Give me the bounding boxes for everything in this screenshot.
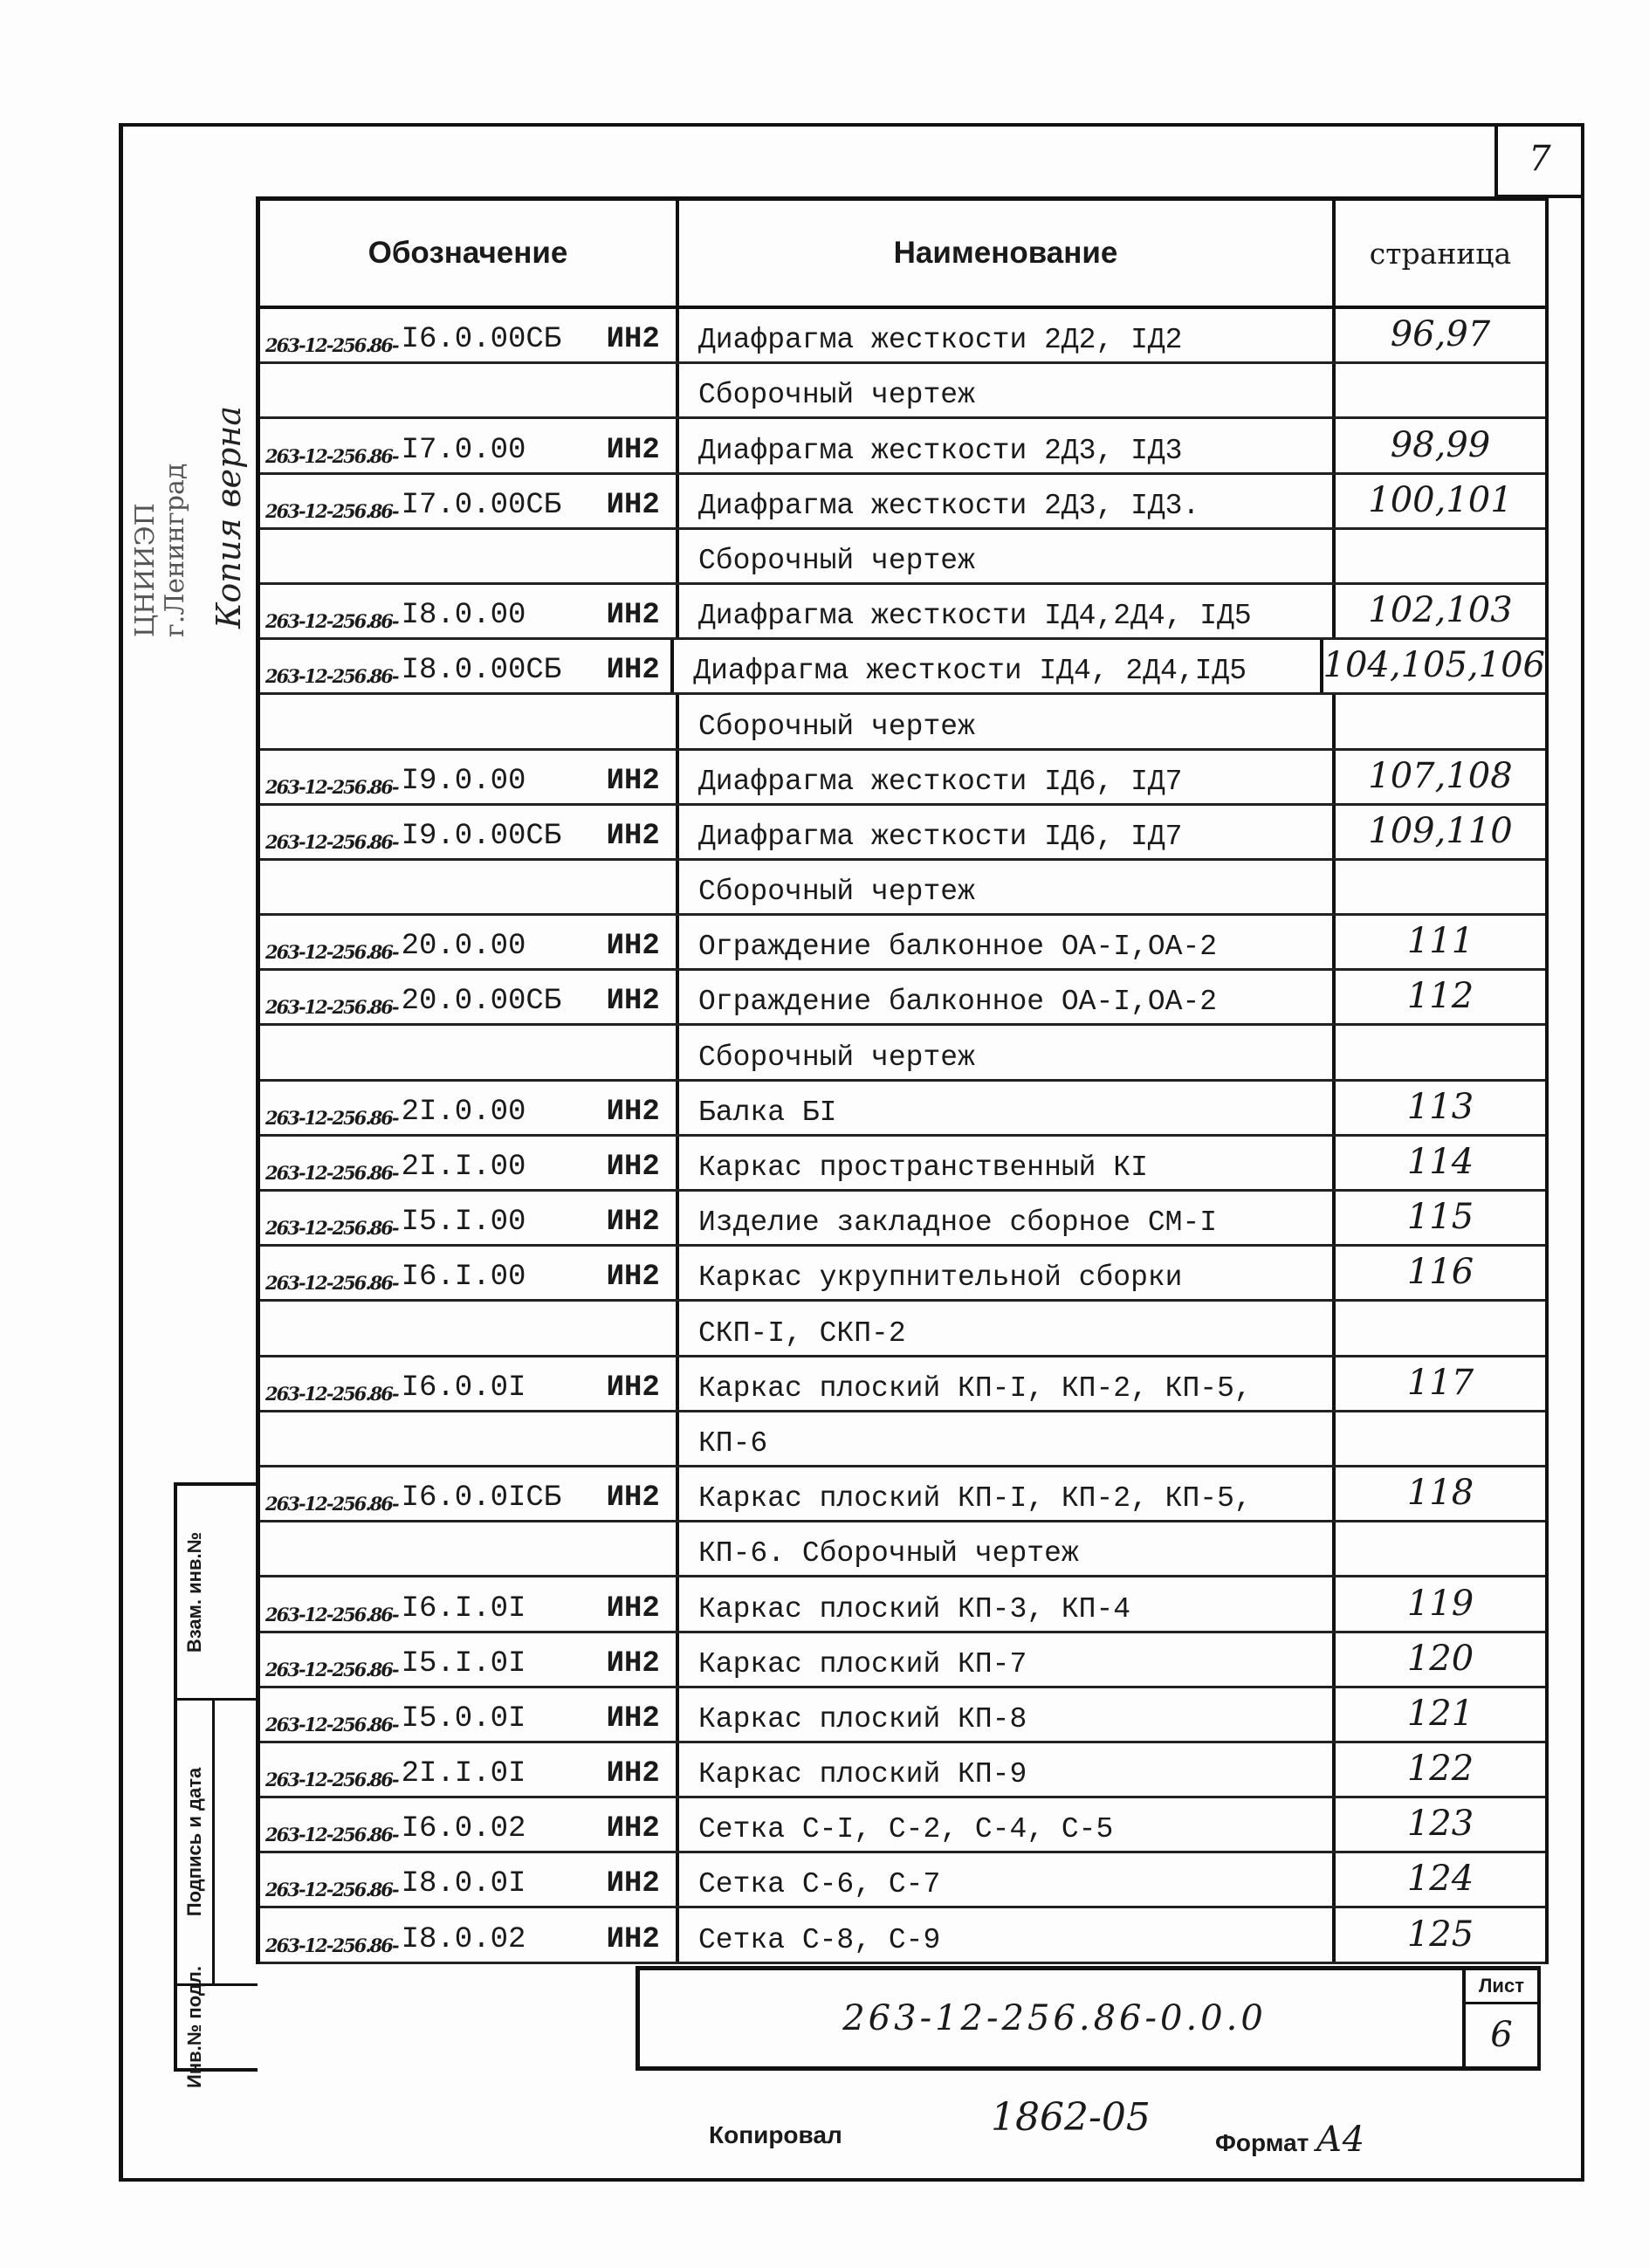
designation-cell [260,1633,679,1686]
table-row [260,1853,1545,1908]
designation-mark: ИН2 [606,1701,660,1735]
table-row [260,751,1545,806]
page-cell: 109,110 [1368,810,1513,851]
field-vzam [212,1486,258,1701]
name-cell: Каркас плоский КП-3, КП-4 [679,1577,1336,1630]
page-cell: 113 [1406,1086,1474,1127]
designation-code: I8.0.00СБ [401,654,562,688]
table-row [260,1743,1545,1798]
table-row [260,1302,1545,1357]
page-cell: 125 [1406,1914,1474,1955]
designation-prefix: 263-12-256.86- [265,1713,398,1735]
header-page: страница [1369,236,1512,271]
designation-prefix: 263-12-256.86- [265,1658,398,1680]
page-cell [1336,695,1545,747]
designation-cell [260,1908,679,1961]
table-row [260,1633,1545,1688]
designation-code: I9.0.00 [401,764,526,798]
designation-prefix: 263-12-256.86- [265,610,398,633]
designation-prefix: 263-12-256.86- [265,1769,398,1791]
table-row [260,530,1545,585]
designation-cell [260,1467,679,1520]
name-cell: Ограждение балконное ОА-I,ОА-2 [679,916,1336,968]
designation-code: 2I.I.00 [401,1151,526,1184]
designation-mark: ИН2 [606,323,660,357]
page-cell: 111 [1406,921,1474,962]
page-cell [1336,1302,1545,1354]
designation-mark: ИН2 [606,1261,660,1295]
designation-prefix: 263-12-256.86- [265,499,398,522]
page-cell: 112 [1406,976,1474,1017]
designation-code: I6.0.00СБ [401,323,562,357]
table-row [260,916,1545,971]
designation-mark: ИН2 [606,985,660,1019]
designation-mark: ИН2 [606,1371,660,1405]
designation-cell [260,751,679,803]
name-cell: КП-6. Сборочный чертеж [679,1522,1336,1575]
page-cell: 114 [1406,1142,1474,1182]
designation-mark: ИН2 [606,1481,660,1515]
sheet-box [1462,1970,1537,2066]
field-inv-podl [212,1986,258,2068]
designation-mark: ИН2 [606,1922,660,1956]
name-cell: Каркас плоский КП-7 [679,1633,1336,1686]
designation-cell [260,916,679,968]
name-cell: Каркас плоский КП-I, КП-2, КП-5, [679,1467,1336,1520]
copied-label: Копировал [709,2121,842,2148]
designation-code: I6.0.02 [401,1812,526,1846]
designation-code: I6.0.0IСБ [401,1481,562,1515]
table-row [260,1247,1545,1302]
table-row [260,585,1545,640]
designation-code: I5.I.00 [401,1206,526,1240]
table-row [260,1577,1545,1632]
designation-cell [260,1026,679,1078]
org-city: г.Ленинград [160,463,190,637]
designation-code: I9.0.00СБ [401,819,562,853]
page-cell: 122 [1406,1749,1474,1790]
name-cell: Диафрагма жесткости IД4, 2Д4,IД5 [674,640,1323,692]
designation-cell [260,364,679,416]
name-cell: Диафрагма жесткости IД4,2Д4, IД5 [679,585,1336,637]
name-cell: Каркас пространственный КI [679,1137,1336,1189]
field-podpis [212,1701,258,1986]
designation-mark: ИН2 [606,1867,660,1901]
format-value: А4 [1316,2120,1365,2160]
designation-mark: ИН2 [606,930,660,964]
name-cell: Изделие закладное сборное СМ-I [679,1192,1336,1244]
designation-code: I5.0.0I [401,1701,526,1735]
page-cell: 121 [1406,1693,1474,1734]
title-block [636,1966,1541,2071]
designation-mark: ИН2 [606,764,660,798]
designation-mark: ИН2 [606,819,660,853]
page-cell: 107,108 [1368,755,1513,796]
name-cell: Сетка С-I, С-2, С-4, С-5 [679,1798,1336,1851]
designation-cell [260,585,679,637]
table-row [260,1412,1545,1467]
page-cell: 123 [1406,1804,1474,1845]
table-row [260,1798,1545,1853]
table-row [260,309,1545,364]
designation-cell [260,806,679,858]
designation-prefix: 263-12-256.86- [265,830,398,853]
designation-cell [260,1412,679,1465]
table-row [260,1192,1545,1247]
designation-cell [260,861,679,913]
designation-cell [260,1302,679,1354]
designation-prefix: 263-12-256.86- [265,1217,398,1240]
name-cell: Диафрагма жесткости 2Д3, IД3. [679,475,1336,527]
page-cell [1336,364,1545,416]
designation-cell [260,1192,679,1244]
designation-prefix: 263-12-256.86- [265,996,398,1019]
designation-code: I6.I.0I [401,1591,526,1625]
table-body [260,309,1545,1964]
designation-cell [260,1743,679,1796]
table-row [260,640,1545,695]
designation-prefix: 263-12-256.86- [265,1162,398,1184]
designation-cell [260,640,674,692]
designation-cell [260,530,679,582]
name-cell: Балка БI [679,1082,1336,1134]
designation-prefix: 263-12-256.86- [265,444,398,467]
header-designation: Обозначение [260,201,679,306]
table-row [260,971,1545,1026]
table-row [260,1688,1545,1743]
designation-code: I7.0.00СБ [401,488,562,522]
page-cell: 119 [1406,1583,1474,1624]
format-label: Формат [1215,2129,1309,2156]
copy-certified-handwriting: Копия верна [210,405,248,629]
designation-cell [260,1798,679,1851]
designation-code: 20.0.00 [401,930,526,964]
name-cell: Сборочный чертеж [679,364,1336,416]
designation-code: 2I.I.0I [401,1757,526,1791]
table-row [260,1026,1545,1081]
page-cell: 124 [1406,1859,1474,1900]
designation-prefix: 263-12-256.86- [265,1879,398,1901]
designation-mark: ИН2 [606,599,660,633]
designation-prefix: 263-12-256.86- [265,1824,398,1846]
designation-mark: ИН2 [606,1151,660,1184]
page-cell [1336,1412,1545,1465]
designation-prefix: 263-12-256.86- [265,1382,398,1405]
designation-prefix: 263-12-256.86- [265,1272,398,1295]
table-row [260,1357,1545,1412]
designation-code: I7.0.00 [401,433,526,467]
designation-prefix: 263-12-256.86- [265,665,398,688]
table-row [260,1137,1545,1192]
inv-podl-text: Инв.№ подл. [183,1966,205,2088]
label-inv-podl [177,1966,212,2088]
page-cell [1336,530,1545,582]
podpis-text: Подпись и дата [183,1767,205,1917]
designation-mark: ИН2 [606,1591,660,1625]
designation-code: I6.I.00 [401,1261,526,1295]
designation-cell [260,1577,679,1630]
designation-cell [260,1522,679,1575]
sheet-label: Лист [1466,1970,1537,2004]
table-row [260,364,1545,419]
name-cell: Диафрагма жесткости IД6, IД7 [679,806,1336,858]
label-vzam [177,1486,212,1701]
handwritten-number: 1862-05 [991,2095,1151,2140]
name-cell: Ограждение балконное ОА-I,ОА-2 [679,971,1336,1023]
org-name: ЦНИИЭП [130,503,161,637]
designation-cell [260,475,679,527]
name-cell: Каркас плоский КП-I, КП-2, КП-5, [679,1357,1336,1410]
page-cell: 118 [1406,1473,1474,1514]
table-row [260,1908,1545,1963]
designation-prefix: 263-12-256.86- [265,941,398,964]
designation-prefix: 263-12-256.86- [265,1603,398,1625]
designation-mark: ИН2 [606,654,660,688]
name-cell: Каркас плоский КП-8 [679,1688,1336,1741]
designation-code: 20.0.00СБ [401,985,562,1019]
designation-cell [260,1247,679,1299]
name-cell: Сетка С-6, С-7 [679,1853,1336,1906]
designation-code: 2I.0.00 [401,1095,526,1129]
vzam-text: Взам. инв.№ [183,1531,205,1653]
page-cell [1336,861,1545,913]
page-cell: 116 [1406,1252,1474,1293]
table-row [260,475,1545,530]
name-cell: Сборочный чертеж [679,861,1336,913]
designation-cell [260,1357,679,1410]
designation-mark: ИН2 [606,488,660,522]
page-cell [1336,1522,1545,1575]
name-cell: КП-6 [679,1412,1336,1465]
table-row [260,1082,1545,1137]
side-approval-stamp [174,1482,258,2088]
name-cell: Сборочный чертеж [679,530,1336,582]
page-cell: 120 [1406,1638,1474,1679]
name-cell: Сборочный чертеж [679,1026,1336,1078]
designation-cell [260,419,679,471]
table-row [260,1522,1545,1577]
designation-cell [260,1853,679,1906]
designation-prefix: 263-12-256.86- [265,1106,398,1129]
designation-code: I8.0.02 [401,1922,526,1956]
table-row [260,806,1545,861]
document-code: 263-12-256.86-0.0.0 [842,1998,1267,2038]
designation-cell [260,971,679,1023]
page-cell: 115 [1406,1197,1474,1238]
name-cell: Каркас плоский КП-9 [679,1743,1336,1796]
page-cell: 117 [1406,1362,1474,1403]
name-cell: Каркас укрупнительной сборки [679,1247,1336,1299]
label-podpis [177,1701,212,1986]
table-header [260,201,1545,309]
designation-cell [260,1137,679,1189]
designation-prefix: 263-12-256.86- [265,775,398,798]
table-row [260,419,1545,474]
name-cell: Диафрагма жесткости IД6, IД7 [679,751,1336,803]
name-cell: Сетка С-8, С-9 [679,1908,1336,1961]
table-row [260,861,1545,916]
designation-mark: ИН2 [606,1646,660,1680]
designation-cell [260,1688,679,1741]
designation-mark: ИН2 [606,433,660,467]
designation-mark: ИН2 [606,1812,660,1846]
name-cell: Диафрагма жесткости 2Д2, IД2 [679,309,1336,361]
page-cell: 102,103 [1368,590,1513,631]
org-stamp [131,464,190,637]
name-cell: СКП-I, СКП-2 [679,1302,1336,1354]
page-cell: 96,97 [1390,314,1491,355]
designation-mark: ИН2 [606,1757,660,1791]
designation-cell [260,695,679,747]
name-cell: Сборочный чертеж [679,695,1336,747]
table-row [260,1467,1545,1522]
page-cell [1336,1026,1545,1078]
designation-code: I6.0.0I [401,1371,526,1405]
page-cell: 104,105,106 [1323,645,1545,686]
page-cell: 98,99 [1390,424,1491,465]
designation-cell [260,1082,679,1134]
designation-prefix: 263-12-256.86- [265,334,398,357]
designation-mark: ИН2 [606,1095,660,1129]
format [1215,2120,1364,2160]
designation-prefix: 263-12-256.86- [265,1493,398,1515]
designation-mark: ИН2 [606,1206,660,1240]
header-name: Наименование [679,201,1336,306]
sheet-value: 6 [1490,2015,1513,2055]
designation-cell [260,309,679,361]
page-cell: 100,101 [1368,479,1513,520]
designation-code: I8.0.0I [401,1867,526,1901]
designation-code: I5.I.0I [401,1646,526,1680]
contents-table [256,196,1549,1964]
sheet-number: 7 [1494,123,1582,198]
table-row [260,695,1545,750]
name-cell: Диафрагма жесткости 2Д3, IД3 [679,419,1336,471]
designation-code: I8.0.00 [401,599,526,633]
designation-prefix: 263-12-256.86- [265,1934,398,1956]
